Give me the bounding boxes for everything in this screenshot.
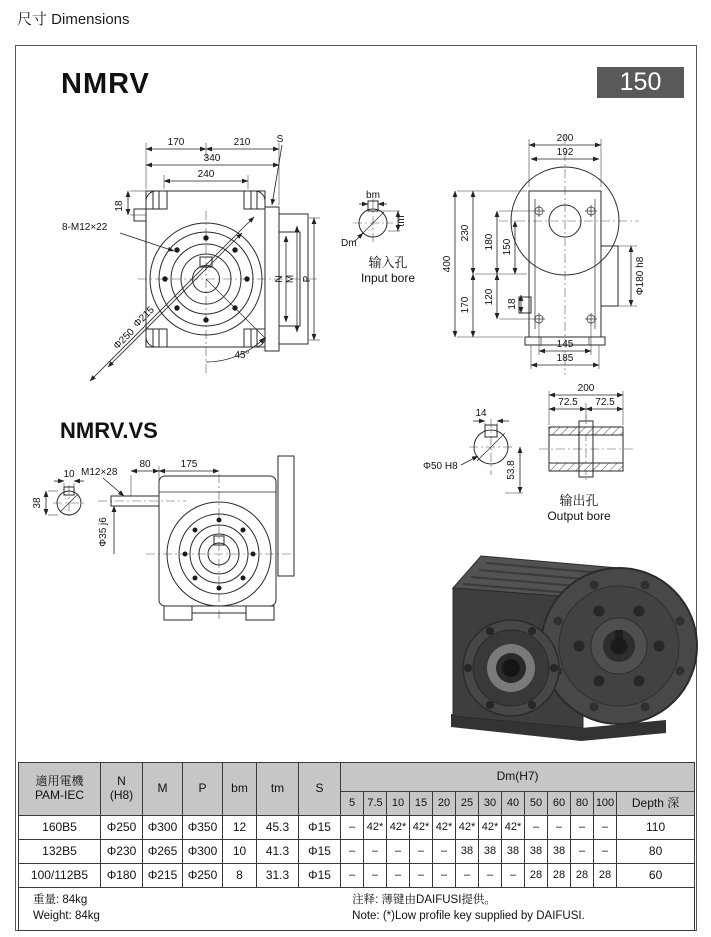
header-dm-7-5: 7.5 — [364, 792, 387, 816]
page-heading: 尺寸 Dimensions — [17, 11, 130, 28]
output-bore-label-zh: 输出孔 — [559, 493, 599, 508]
cell-pam: 132B5 — [19, 840, 101, 864]
cell-depth: 80 — [617, 840, 695, 864]
dim-label: 170 — [167, 137, 185, 148]
cell-dm: – — [341, 864, 364, 888]
dim-label: 53.8 — [506, 460, 517, 480]
header-bm: bm — [223, 763, 257, 816]
dim-label: bm — [366, 190, 380, 201]
bolt-note-label: 8-M12×22 — [62, 222, 108, 233]
header-tm: tm — [257, 763, 299, 816]
dim-label: Φ250 — [111, 326, 137, 352]
cell-pam: 160B5 — [19, 816, 101, 840]
cell-dm: – — [341, 816, 364, 840]
side-view-dimensions — [442, 133, 646, 369]
cell-dm: 42* — [502, 816, 525, 840]
cell-p: Φ250 — [183, 864, 223, 888]
input-bore-label-en: Input bore — [360, 271, 416, 285]
cell-dm: – — [525, 816, 548, 840]
dim-label: tm — [396, 215, 407, 227]
dim-label: 150 — [502, 238, 513, 256]
cell-dm: – — [410, 840, 433, 864]
cell-dm: 42* — [433, 816, 456, 840]
header-n-line2: (H8) — [109, 788, 134, 802]
header-dm-5: 5 — [341, 792, 364, 816]
cell-m: Φ265 — [143, 840, 183, 864]
header-dm-60: 60 — [548, 792, 571, 816]
cell-s: Φ15 — [299, 864, 341, 888]
dim-label: 180 — [484, 233, 495, 251]
cell-dm: 28 — [594, 864, 617, 888]
dim-label: M — [285, 274, 296, 284]
header-pam-line2: PAM-IEC — [34, 788, 85, 802]
header-n — [101, 763, 143, 816]
dim-label: 210 — [233, 137, 251, 148]
cell-dm: – — [433, 840, 456, 864]
dim-label: 240 — [197, 169, 215, 180]
cell-tm: 45.3 — [257, 816, 299, 840]
cell-dm: – — [594, 816, 617, 840]
page-border — [15, 45, 697, 931]
dim-label: 10 — [63, 469, 75, 480]
input-bore-dimensions — [341, 190, 415, 285]
dim-label: Φ215 — [131, 304, 157, 330]
key-note-en: Note: (*)Low profile key supplied by DAIFUSI. — [352, 910, 585, 923]
series-title: NMRV — [61, 68, 150, 100]
header-depth: Depth 深 — [617, 792, 695, 816]
cell-dm: 42* — [410, 816, 433, 840]
header-dm-80: 80 — [571, 792, 594, 816]
input-bore-drawing — [341, 191, 456, 296]
cell-p: Φ300 — [183, 840, 223, 864]
header-pam-iec — [19, 763, 101, 816]
cell-dm: – — [456, 864, 479, 888]
dim-label: 38 — [32, 497, 43, 509]
cell-tm: 31.3 — [257, 864, 299, 888]
cell-dm: – — [571, 816, 594, 840]
header-dm-50: 50 — [525, 792, 548, 816]
header-dm-10: 10 — [387, 792, 410, 816]
table-row — [19, 816, 695, 840]
dim-label: 120 — [484, 288, 495, 306]
cell-dm: 28 — [571, 864, 594, 888]
header-dm-20: 20 — [433, 792, 456, 816]
centerlines — [138, 211, 320, 375]
weight-zh: 重量: 84kg — [33, 894, 88, 906]
vs-series-title: NMRV.VS — [60, 418, 158, 443]
dim-label: Φ50 H8 — [423, 461, 458, 472]
side-view-drawing — [441, 129, 706, 379]
cell-dm: – — [364, 840, 387, 864]
output-bore-label-en: Output bore — [547, 509, 611, 523]
output-bore-drawing — [421, 379, 711, 529]
cell-m: Φ215 — [143, 864, 183, 888]
dim-label: P — [302, 275, 313, 283]
cell-dm: 38 — [502, 840, 525, 864]
cell-dm: – — [479, 864, 502, 888]
cell-s: Φ15 — [299, 840, 341, 864]
cell-dm: 42* — [456, 816, 479, 840]
cell-dm: – — [433, 864, 456, 888]
dim-label: 185 — [556, 353, 574, 364]
cell-depth: 60 — [617, 864, 695, 888]
dim-label: 14 — [475, 408, 487, 419]
weight-note — [33, 892, 100, 924]
cell-dm: 38 — [479, 840, 502, 864]
cell-dm: – — [502, 864, 525, 888]
dim-label: S — [276, 134, 284, 145]
cell-dm: – — [387, 840, 410, 864]
dim-label: 340 — [203, 153, 221, 164]
dim-label: 72.5 — [558, 397, 578, 408]
cell-pam: 100/112B5 — [19, 864, 101, 888]
cell-dm: 38 — [548, 840, 571, 864]
gearbox-photo-illustration — [451, 556, 697, 741]
cell-dm: – — [571, 840, 594, 864]
cell-dm: 38 — [525, 840, 548, 864]
cell-dm: – — [387, 864, 410, 888]
dim-label: 72.5 — [595, 397, 615, 408]
vs-view-drawing — [26, 454, 336, 679]
input-bore-label-zh: 输入孔 — [368, 255, 408, 270]
cell-n: Φ180 — [101, 864, 143, 888]
size-badge: 150 — [597, 67, 684, 98]
cell-dm: – — [341, 840, 364, 864]
dim-label: 230 — [460, 224, 471, 242]
cell-dm: 28 — [525, 864, 548, 888]
gearbox-front-outline — [131, 191, 308, 351]
cell-dm: 28 — [548, 864, 571, 888]
cell-dm: 38 — [456, 840, 479, 864]
header-dm-25: 25 — [456, 792, 479, 816]
dim-label: 175 — [180, 459, 198, 470]
dim-label: 145 — [556, 339, 574, 350]
cell-p: Φ350 — [183, 816, 223, 840]
dim-label: 170 — [460, 296, 471, 314]
cell-depth: 110 — [617, 816, 695, 840]
cell-n: Φ250 — [101, 816, 143, 840]
cell-dm: – — [410, 864, 433, 888]
cell-bm: 8 — [223, 864, 257, 888]
cell-s: Φ15 — [299, 816, 341, 840]
header-n-line1: N — [117, 774, 126, 789]
cell-m: Φ300 — [143, 816, 183, 840]
dim-label: 18 — [507, 298, 518, 310]
dim-label: 200 — [556, 133, 574, 144]
key-note — [352, 892, 682, 924]
header-dm-100: 100 — [594, 792, 617, 816]
dim-label: 400 — [442, 255, 453, 273]
cell-dm: – — [364, 864, 387, 888]
cell-dm: 42* — [479, 816, 502, 840]
key-note-zh: 注释: 薄键由DAIFUSI提供。 — [352, 894, 496, 906]
table-footnotes — [19, 888, 695, 931]
front-view-drawing — [46, 129, 346, 391]
dim-label: 18 — [114, 200, 125, 212]
cell-bm: 10 — [223, 840, 257, 864]
cell-bm: 12 — [223, 816, 257, 840]
header-m: M — [143, 763, 183, 816]
header-dm-40: 40 — [502, 792, 525, 816]
product-photo — [431, 528, 701, 753]
cell-dm: 42* — [364, 816, 387, 840]
dim-label: 192 — [556, 147, 574, 158]
dim-label: N — [274, 275, 285, 283]
header-p: P — [183, 763, 223, 816]
dimension-table — [18, 762, 695, 931]
table-row — [19, 864, 695, 888]
cell-dm: 42* — [387, 816, 410, 840]
cell-n: Φ230 — [101, 840, 143, 864]
dim-label: 80 — [139, 459, 151, 470]
dim-label: Dm — [341, 238, 357, 249]
cell-tm: 41.3 — [257, 840, 299, 864]
header-dm-30: 30 — [479, 792, 502, 816]
vs-gearbox-outline — [57, 456, 294, 620]
header-pam-line1: 適用電機 — [35, 774, 84, 789]
weight-en: Weight: 84kg — [33, 910, 100, 923]
header-dm-group: Dm(H7) — [341, 763, 695, 792]
header-dm-15: 15 — [410, 792, 433, 816]
dim-label: Φ180 h8 — [635, 256, 646, 296]
header-s: S — [299, 763, 341, 816]
cell-dm: – — [594, 840, 617, 864]
dim-label: 200 — [577, 383, 595, 394]
angle-label: 45° — [234, 350, 250, 361]
dim-label: Φ35 j6 — [98, 517, 109, 547]
bolt-note-label: M12×28 — [81, 467, 118, 478]
table-row — [19, 840, 695, 864]
cell-dm: – — [548, 816, 571, 840]
